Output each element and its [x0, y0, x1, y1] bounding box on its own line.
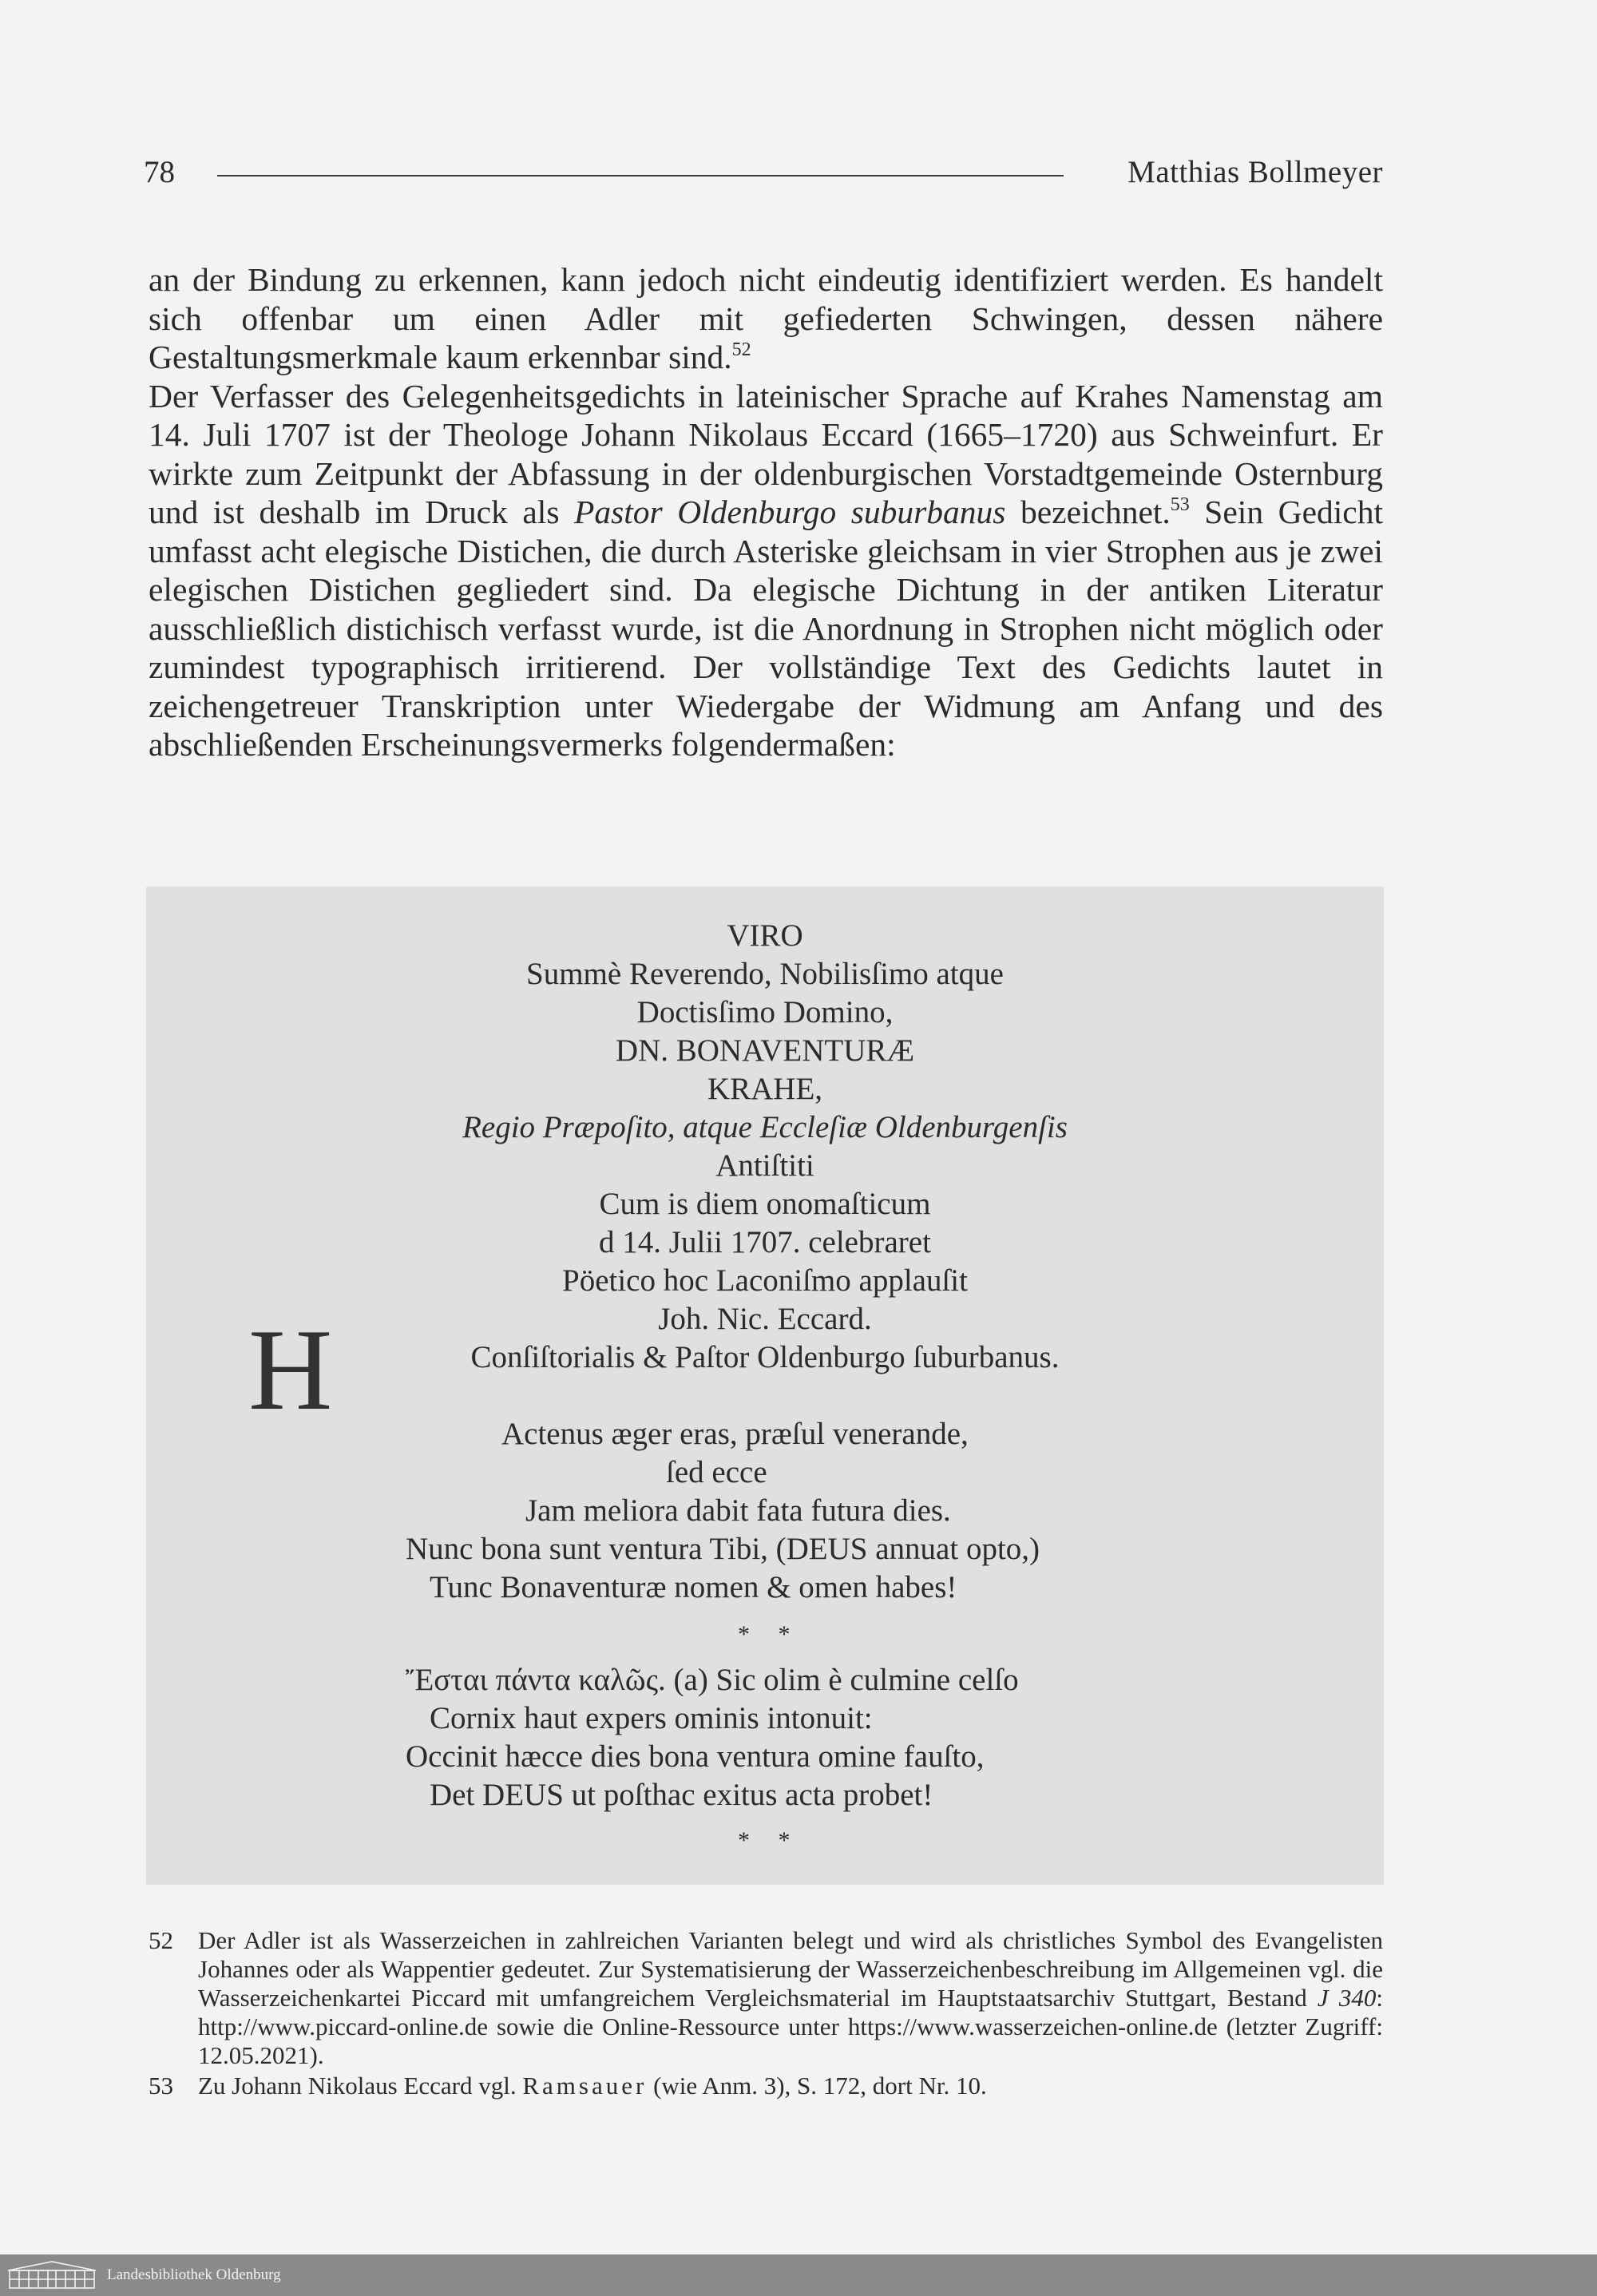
- dedication-line: Summè Reverendo, Nobilisſimo atque: [526, 957, 1004, 991]
- dedication-line: Antiſtiti: [715, 1148, 814, 1183]
- paragraph-1: [149, 260, 1383, 377]
- library-building-icon: [5, 2259, 99, 2291]
- dedication-line: VIRO: [727, 918, 803, 953]
- dedication-line: Pöetico hoc Laconiſmo applauſit: [562, 1263, 968, 1298]
- running-author: Matthias Bollmeyer: [1127, 155, 1383, 189]
- header-rule: [217, 175, 1064, 176]
- footnote-text: Der Adler ist als Wasserzeichen in zahlreichen Varianten belegt und wird als christliches Symbol des Evangelisten Johannes oder als Wappentier gedeutet. Zur Systematisierung der Wasserzeichenbeschreibung im Allgemeinen vgl. die Wasserzeichenkartei Piccard mit umfangreichem Vergleichsmaterial im Hauptstaatsarchiv Stuttgart, Bestand: [198, 1926, 1383, 2012]
- dedication-line: d 14. Julii 1707. celebraret: [599, 1225, 931, 1259]
- paragraph-2-text-a: Der Verfasser des Gelegenheitsgedichts in lateinischer Sprache auf Krahes Namenstag am 14. Juli 1707 ist der Theologe Johann Nikolaus Eccard (1665–1720) aus Schweinfurt. Er wirkte zum Zeitpunkt der Abfassung in der oldenburgischen Vorstadtgemeinde Osternburg und ist deshalb im Druck als: [149, 377, 1383, 530]
- verse-line: Actenus æger eras, præſul venerande,: [501, 1417, 969, 1451]
- verse-line: Det DEUS ut poſthac exitus acta probet!: [430, 1778, 933, 1812]
- footnote-number: 53: [149, 2072, 173, 2100]
- stanza-separator: * *: [738, 1621, 802, 1648]
- verse-line: Nunc bona sunt ventura Tibi, (DEUS annuat opto,): [406, 1532, 1040, 1566]
- page-number: 78: [144, 155, 175, 189]
- verse-line: ſed ecce: [666, 1455, 767, 1489]
- verse-line: Ἔσται πάντα καλῶς. (a) Sic olim è culmine celſo: [406, 1663, 1019, 1697]
- footnote-53: [149, 2072, 1383, 2100]
- footnote-52: [149, 1926, 1383, 2070]
- footnote-ref-53: 53: [1170, 494, 1190, 515]
- dedication-line: KRAHE,: [707, 1072, 823, 1106]
- dedication-line: Joh. Nic. Eccard.: [658, 1302, 872, 1336]
- stanza-separator: * *: [738, 1827, 802, 1854]
- footnote-italic: J 340: [1317, 1984, 1377, 2012]
- footnote-ref-52: 52: [731, 339, 751, 360]
- library-footer-bar: [0, 2254, 1597, 2296]
- dedication-line: Conſiſtorialis & Paſtor Oldenburgo ſuburbanus.: [470, 1340, 1060, 1374]
- dedication-line: Cum is diem onomaſticum: [599, 1187, 931, 1221]
- dedication-line: DN. BONAVENTURÆ: [615, 1033, 915, 1068]
- footnote-text: (wie Anm. 3), S. 172, dort Nr. 10.: [647, 2072, 987, 2100]
- dedication-line: Regio Præpoſito, atque Eccleſiæ Oldenburgenſis: [462, 1110, 1068, 1144]
- verse-line: Occinit hæcce dies bona ventura omine fauſto,: [406, 1739, 985, 1774]
- running-header: [144, 154, 1383, 199]
- footnote-author-spaced: Ramsauer: [522, 2072, 648, 2100]
- footnote-text: Zu Johann Nikolaus Eccard vgl.: [198, 2072, 523, 2100]
- footnote-number: 52: [149, 1926, 173, 1954]
- footnotes: [149, 1926, 1383, 2102]
- footnote-text: : http://www.piccard-online.de sowie die Online-Ressource unter https://www.wasserzeichen-online.de (letzter Zugriff: 12.05.2021).: [198, 1984, 1383, 2069]
- paragraph-2-text-c: Sein Gedicht umfasst acht elegische Distichen, die durch Asteriske gleichsam in vier Strophen aus je zwei elegischen Distichen gegliedert sind. Da elegische Dichtung in der antiken Literatur ausschließlich distichisch verfasst wurde, ist die Anordnung in Strophen nicht möglich oder zumindest typographisch irritierend. Der vollständige Text des Gedichts lautet in zeichengetreuer Transkription unter Wiedergabe der Widmung am Anfang und des abschließenden Erscheinungsvermerks folgendermaßen:: [149, 494, 1383, 763]
- paragraph-2-italic: Pastor Oldenburgo suburbanus: [574, 494, 1006, 530]
- verse-line: Cornix haut expers ominis intonuit:: [430, 1701, 873, 1735]
- verse-line: Tunc Bonaventuræ nomen & omen habes!: [430, 1570, 957, 1604]
- paragraph-1-text: an der Bindung zu erkennen, kann jedoch nicht eindeutig identifiziert werden. Es handelt sich offenbar um einen Adler mit gefiederten Schwingen, dessen nähere Gestaltungsmerkmale kaum erkennbar sind.: [149, 261, 1383, 375]
- body-text: [149, 260, 1383, 764]
- library-name: Landesbibliothek Oldenburg: [107, 2266, 281, 2283]
- paragraph-2-text-b: bezeichnet.: [1005, 494, 1171, 530]
- paragraph-2: [149, 377, 1383, 764]
- verse-line: Jam meliora dabit fata futura dies.: [525, 1493, 951, 1528]
- drop-capital: H: [248, 1305, 333, 1434]
- dedication-line: Doctisſimo Domino,: [636, 995, 894, 1029]
